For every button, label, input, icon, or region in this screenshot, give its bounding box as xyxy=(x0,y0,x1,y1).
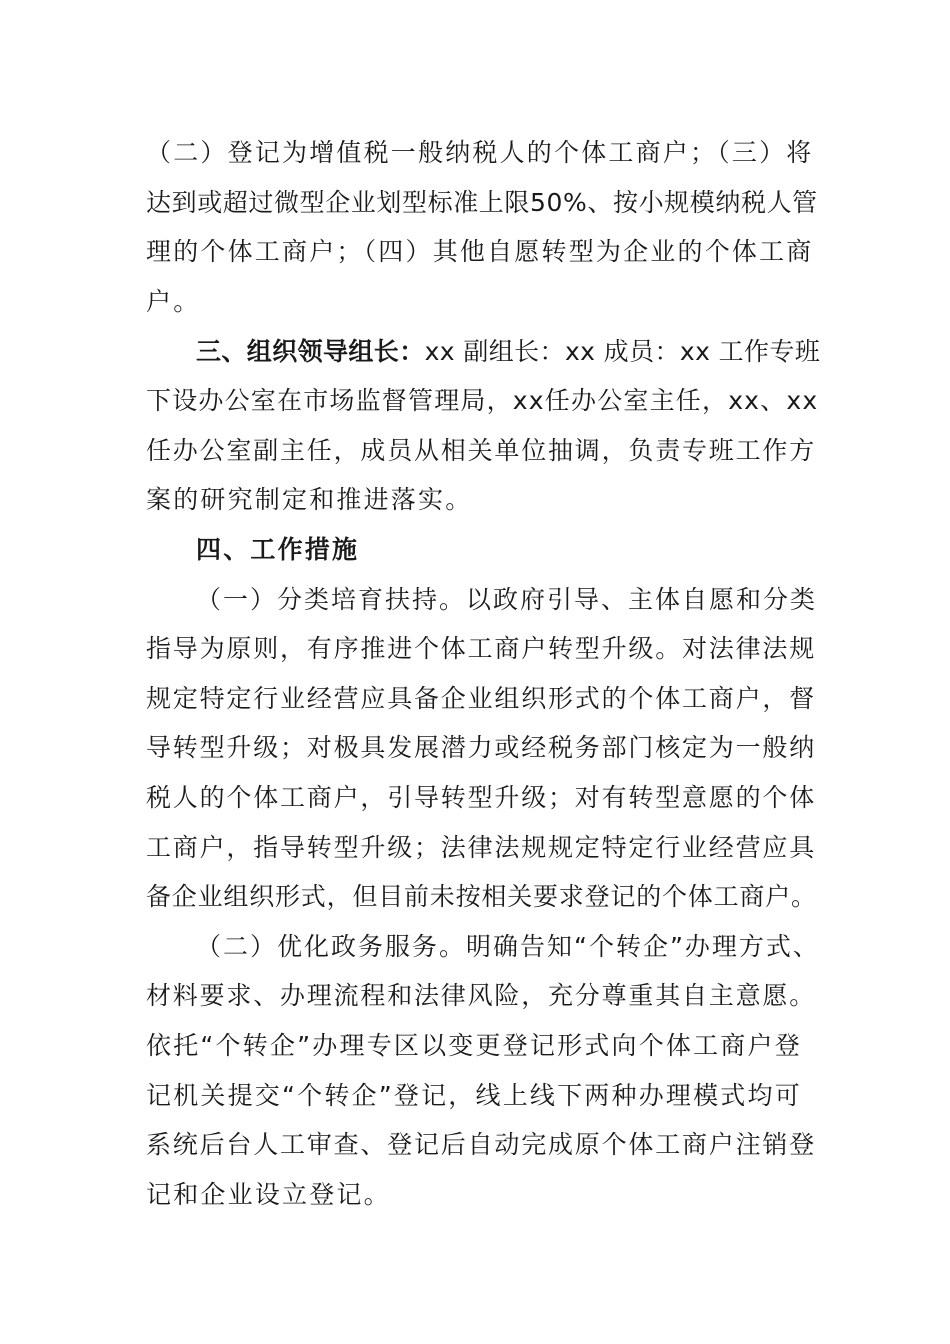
paragraph-line: 依托“个转企”办理专区以变更登记形式向个体工商户登 xyxy=(146,1031,802,1060)
paragraph-line: （一）分类培育扶持。以政府引导、主体自愿和分类 xyxy=(196,585,818,614)
paragraph-line: （二）登记为增值税一般纳税人的个体工商户；（三）将 xyxy=(146,138,814,167)
paragraph-line: 记和企业设立登记。 xyxy=(146,1180,391,1209)
paragraph-line: 记机关提交“个转企”登记，线上线下两种办理模式均可 xyxy=(146,1081,802,1110)
paragraph-line: 规定特定行业经营应具备企业组织形式的个体工商户，督 xyxy=(146,684,817,713)
paragraph-line: 户。 xyxy=(146,287,201,316)
paragraph-line: 材料要求、办理流程和法律风险，充分尊重其自主意愿。 xyxy=(146,981,817,1010)
paragraph-line: 税人的个体工商户，引导转型升级；对有转型意愿的个体 xyxy=(146,783,817,812)
paragraph-line: （二）优化政务服务。明确告知“个转企”办理方式、 xyxy=(196,932,820,961)
section-3-members: xx 副组长：xx 成员：xx 工作专班 xyxy=(424,337,821,366)
paragraph-line: 案的研究制定和推进落实。 xyxy=(146,485,473,514)
paragraph-line: 指导为原则，有序推进个体工商户转型升级。对法律法规 xyxy=(146,634,817,663)
paragraph-line: 工商户，指导转型升级；法律法规规定特定行业经营应具 xyxy=(146,833,817,862)
paragraph-line: 任办公室副主任，成员从相关单位抽调，负责专班工作方 xyxy=(146,436,817,465)
section-heading-3 xyxy=(196,335,820,369)
paragraph-line: 下设办公室在市场监督管理局，xx任办公室主任，xx、xx xyxy=(146,386,819,415)
paragraph-line: 导转型升级；对极具发展潜力或经税务部门核定为一般纳 xyxy=(146,733,817,762)
paragraph-line: 备企业组织形式，但目前未按相关要求登记的个体工商户。 xyxy=(146,882,817,911)
section-3-title: 三、组织领导组长： xyxy=(196,337,425,366)
paragraph-line: 达到或超过微型企业划型标准上限50%、按小规模纳税人管 xyxy=(146,188,818,217)
section-heading-4: 四、工作措施 xyxy=(196,535,360,564)
paragraph-line: 系统后台人工审查、登记后自动完成原个体工商户注销登 xyxy=(146,1130,817,1159)
paragraph-line: 理的个体工商户；（四）其他自愿转型为企业的个体工商 xyxy=(146,237,814,266)
